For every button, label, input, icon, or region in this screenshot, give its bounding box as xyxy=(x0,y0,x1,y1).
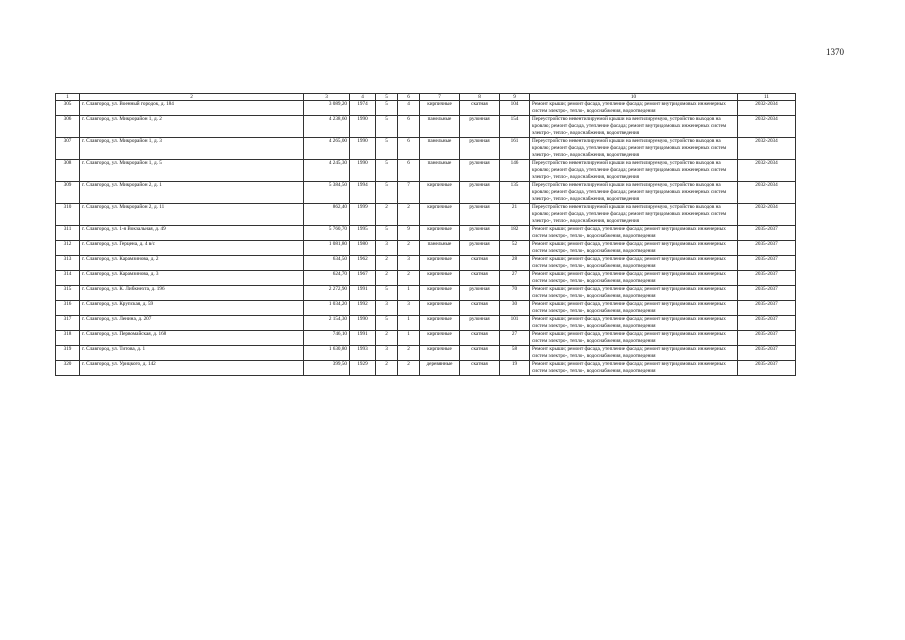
wall-material-cell: кирпичные xyxy=(420,286,460,301)
page-number: 1370 xyxy=(826,47,844,57)
entrances-cell: 3 xyxy=(398,301,420,316)
entrances-cell: 6 xyxy=(398,160,420,182)
table-row xyxy=(56,182,796,204)
period-cell: 2035-2037 xyxy=(738,346,796,361)
column-number-header-cell: 7 xyxy=(420,94,460,101)
column-number-header-cell: 10 xyxy=(530,94,738,101)
apartments-cell: 27 xyxy=(500,331,530,346)
area-cell: 1 630,80 xyxy=(304,346,350,361)
floors-cell: 2 xyxy=(376,331,398,346)
wall-material-cell: кирпичные xyxy=(420,271,460,286)
works-cell: Ремонт крыши; ремонт фасада, утепление фасада; ремонт внутридомовых инженерных систем электро-, тепло-, водоснабжения, водоотведения xyxy=(530,256,738,271)
row-number-cell: 317 xyxy=(56,316,80,331)
wall-material-cell: кирпичные xyxy=(420,346,460,361)
year-cell: 1962 xyxy=(350,256,376,271)
year-cell: 1990 xyxy=(350,316,376,331)
roof-type-cell: рулонная xyxy=(460,226,500,241)
table-row xyxy=(56,361,796,376)
floors-cell: 5 xyxy=(376,226,398,241)
roof-type-cell: скатная xyxy=(460,256,500,271)
roof-type-cell: рулонная xyxy=(460,182,500,204)
floors-cell: 5 xyxy=(376,160,398,182)
apartments-cell: 21 xyxy=(500,204,530,226)
roof-type-cell: скатная xyxy=(460,301,500,316)
works-cell: Ремонт крыши; ремонт фасада, утепление фасада; ремонт внутридомовых инженерных систем электро-, тепло-, водоснабжения, водоотведения xyxy=(530,316,738,331)
year-cell: 1994 xyxy=(350,182,376,204)
roof-type-cell: скатная xyxy=(460,101,500,116)
entrances-cell: 2 xyxy=(398,241,420,256)
entrances-cell: 2 xyxy=(398,346,420,361)
table-row xyxy=(56,256,796,271)
column-number-header-cell: 3 xyxy=(304,94,350,101)
period-cell: 2035-2037 xyxy=(738,286,796,301)
row-number-cell: 313 xyxy=(56,256,80,271)
floors-cell: 3 xyxy=(376,241,398,256)
area-cell: 862,40 xyxy=(304,204,350,226)
address-cell: г. Славгород, ул. Урицкого, д. 142 xyxy=(80,361,304,376)
apartments-cell: 19 xyxy=(500,361,530,376)
column-number-header-cell: 5 xyxy=(376,94,398,101)
period-cell: 2035-2037 xyxy=(738,226,796,241)
apartments-cell: 182 xyxy=(500,226,530,241)
row-number-cell: 318 xyxy=(56,331,80,346)
year-cell: 1929 xyxy=(350,361,376,376)
works-cell: Переустройство невентилируемой крыши на вентилируемую, устройство выходов на кровлю; ремонт фасада, утепление фасада; ремонт внутридомовых инженерных систем электро-, тепло-, водоснабжения, водоотведения xyxy=(530,138,738,160)
works-cell: Переустройство невентилируемой крыши на вентилируемую, устройство выходов на кровлю; ремонт фасада, утепление фасада; ремонт внутридомовых инженерных систем электро-, тепло-, водоснабжения, водоотведения xyxy=(530,116,738,138)
apartments-cell: 101 xyxy=(500,316,530,331)
table-row xyxy=(56,316,796,331)
year-cell: 1995 xyxy=(350,226,376,241)
wall-material-cell: кирпичные xyxy=(420,331,460,346)
column-number-header-cell: 9 xyxy=(500,94,530,101)
year-cell: 1990 xyxy=(350,160,376,182)
floors-cell: 5 xyxy=(376,101,398,116)
apartments-cell: 70 xyxy=(500,286,530,301)
column-number-header-cell: 1 xyxy=(56,94,80,101)
works-cell: Ремонт крыши; ремонт фасада, утепление фасада; ремонт внутридомовых инженерных систем электро-, тепло-, водоснабжения, водоотведения xyxy=(530,301,738,316)
floors-cell: 5 xyxy=(376,182,398,204)
floors-cell: 5 xyxy=(376,286,398,301)
period-cell: 2035-2037 xyxy=(738,316,796,331)
works-cell: Ремонт крыши; ремонт фасада, утепление фасада; ремонт внутридомовых инженерных систем электро-, тепло-, водоснабжения, водоотведения xyxy=(530,361,738,376)
period-cell: 2035-2037 xyxy=(738,361,796,376)
table-row xyxy=(56,301,796,316)
wall-material-cell: деревянные xyxy=(420,361,460,376)
row-number-cell: 305 xyxy=(56,101,80,116)
roof-type-cell: рулонная xyxy=(460,316,500,331)
year-cell: 1991 xyxy=(350,286,376,301)
row-number-cell: 319 xyxy=(56,346,80,361)
address-cell: г. Славгород, ул. Микрорайон 2, д. 1 xyxy=(80,182,304,204)
area-cell: 2 272,90 xyxy=(304,286,350,301)
row-number-cell: 309 xyxy=(56,182,80,204)
floors-cell: 3 xyxy=(376,346,398,361)
wall-material-cell: кирпичные xyxy=(420,182,460,204)
table-row xyxy=(56,286,796,301)
entrances-cell: 2 xyxy=(398,271,420,286)
period-cell: 2035-2037 xyxy=(738,241,796,256)
address-cell: г. Славгород, ул. Микрорайон 2, д. 11 xyxy=(80,204,304,226)
year-cell: 1992 xyxy=(350,301,376,316)
period-cell: 2032-2034 xyxy=(738,116,796,138)
area-cell: 5 760,70 xyxy=(304,226,350,241)
apartments-cell: 161 xyxy=(500,138,530,160)
floors-cell: 2 xyxy=(376,256,398,271)
entrances-cell: 4 xyxy=(398,101,420,116)
period-cell: 2032-2034 xyxy=(738,182,796,204)
column-number-header-cell: 11 xyxy=(738,94,796,101)
roof-type-cell: рулонная xyxy=(460,160,500,182)
area-cell: 634,50 xyxy=(304,256,350,271)
wall-material-cell: панельные xyxy=(420,116,460,138)
period-cell: 2035-2037 xyxy=(738,271,796,286)
apartments-cell: 27 xyxy=(500,271,530,286)
wall-material-cell: кирпичные xyxy=(420,204,460,226)
entrances-cell: 9 xyxy=(398,226,420,241)
address-cell: г. Славгород, ул. Карамзинова, д. 3 xyxy=(80,271,304,286)
wall-material-cell: панельные xyxy=(420,241,460,256)
period-cell: 2032-2034 xyxy=(738,138,796,160)
apartments-cell: 28 xyxy=(500,256,530,271)
works-cell: Переустройство невентилируемой крыши на вентилируемую, устройство выходов на кровлю; ремонт фасада, утепление фасада; ремонт внутридомовых инженерных систем электро-, тепло-, водоснабжения, водоотведения xyxy=(530,182,738,204)
address-cell: г. Славгород, ул. К. Либкнехта, д. 196 xyxy=(80,286,304,301)
apartments-cell: 146 xyxy=(500,160,530,182)
year-cell: 1974 xyxy=(350,101,376,116)
column-number-header-cell: 8 xyxy=(460,94,500,101)
table-row xyxy=(56,226,796,241)
area-cell: 4 238,60 xyxy=(304,116,350,138)
row-number-cell: 310 xyxy=(56,204,80,226)
works-cell: Ремонт крыши; ремонт фасада, утепление фасада; ремонт внутридомовых инженерных систем электро-, тепло-, водоснабжения, водоотведения xyxy=(530,101,738,116)
address-cell: г. Славгород, ул. Ленина, д. 207 xyxy=(80,316,304,331)
address-cell: г. Славгород, ул. Микрорайон 1, д. 2 xyxy=(80,116,304,138)
floors-cell: 3 xyxy=(376,301,398,316)
entrances-cell: 1 xyxy=(398,331,420,346)
wall-material-cell: кирпичные xyxy=(420,301,460,316)
address-cell: г. Славгород, ул. Первомайская, д. 168 xyxy=(80,331,304,346)
entrances-cell: 1 xyxy=(398,286,420,301)
wall-material-cell: панельные xyxy=(420,138,460,160)
row-number-cell: 314 xyxy=(56,271,80,286)
entrances-cell: 2 xyxy=(398,204,420,226)
apartments-cell: 104 xyxy=(500,101,530,116)
entrances-cell: 6 xyxy=(398,116,420,138)
works-cell: Переустройство невентилируемой крыши на вентилируемую, устройство выходов на кровлю; ремонт фасада, утепление фасада; ремонт внутридомовых инженерных систем электро-, тепло-, водоснабжения, водоотведения xyxy=(530,204,738,226)
year-cell: 1991 xyxy=(350,331,376,346)
wall-material-cell: панельные xyxy=(420,160,460,182)
wall-material-cell: кирпичные xyxy=(420,256,460,271)
row-number-cell: 307 xyxy=(56,138,80,160)
year-cell: 1990 xyxy=(350,138,376,160)
area-cell: 4 245,30 xyxy=(304,160,350,182)
table-row xyxy=(56,271,796,286)
row-number-cell: 320 xyxy=(56,361,80,376)
year-cell: 1999 xyxy=(350,204,376,226)
table-row xyxy=(56,160,796,182)
address-cell: г. Славгород, ул. Титова, д. 1 xyxy=(80,346,304,361)
works-cell: Ремонт крыши; ремонт фасада, утепление фасада; ремонт внутридомовых инженерных систем электро-, тепло-, водоснабжения, водоотведения xyxy=(530,286,738,301)
area-cell: 399,50 xyxy=(304,361,350,376)
floors-cell: 2 xyxy=(376,204,398,226)
table-row xyxy=(56,204,796,226)
address-cell: г. Славгород, ул. Крупская, д. 59 xyxy=(80,301,304,316)
address-cell: г. Славгород, ул. Микрорайон 1, д. 5 xyxy=(80,160,304,182)
period-cell: 2035-2037 xyxy=(738,331,796,346)
period-cell: 2035-2037 xyxy=(738,256,796,271)
wall-material-cell: кирпичные xyxy=(420,316,460,331)
header-row xyxy=(56,94,796,101)
roof-type-cell: скатная xyxy=(460,331,500,346)
row-number-cell: 311 xyxy=(56,226,80,241)
apartments-cell: 135 xyxy=(500,182,530,204)
column-number-header-cell: 2 xyxy=(80,94,304,101)
table-body xyxy=(56,101,796,376)
area-cell: 2 154,30 xyxy=(304,316,350,331)
area-cell: 3 089,20 xyxy=(304,101,350,116)
wall-material-cell: кирпичные xyxy=(420,101,460,116)
floors-cell: 5 xyxy=(376,316,398,331)
area-cell: 4 265,00 xyxy=(304,138,350,160)
entrances-cell: 3 xyxy=(398,256,420,271)
year-cell: 1990 xyxy=(350,116,376,138)
year-cell: 1993 xyxy=(350,346,376,361)
area-cell: 746,10 xyxy=(304,331,350,346)
table-row xyxy=(56,331,796,346)
works-cell: Ремонт крыши; ремонт фасада, утепление фасада; ремонт внутридомовых инженерных систем электро-, тепло-, водоснабжения, водоотведения xyxy=(530,241,738,256)
roof-type-cell: рулонная xyxy=(460,138,500,160)
roof-type-cell: рулонная xyxy=(460,204,500,226)
table-row xyxy=(56,346,796,361)
floors-cell: 2 xyxy=(376,271,398,286)
roof-type-cell: скатная xyxy=(460,346,500,361)
address-cell: г. Славгород, ул. Микрорайон 1, д. 3 xyxy=(80,138,304,160)
entrances-cell: 6 xyxy=(398,138,420,160)
entrances-cell: 7 xyxy=(398,182,420,204)
address-cell: г. Славгород, ул. Военный городок, д. 184 xyxy=(80,101,304,116)
table-row xyxy=(56,241,796,256)
area-cell: 5 384,50 xyxy=(304,182,350,204)
floors-cell: 2 xyxy=(376,361,398,376)
address-cell: г. Славгород, ул. Герцена, д. 4 в/с xyxy=(80,241,304,256)
table-row xyxy=(56,138,796,160)
year-cell: 1980 xyxy=(350,241,376,256)
entrances-cell: 1 xyxy=(398,316,420,331)
period-cell: 2035-2037 xyxy=(738,301,796,316)
table-row xyxy=(56,101,796,116)
works-cell: Ремонт крыши; ремонт фасада, утепление фасада; ремонт внутридомовых инженерных систем электро-, тепло-, водоснабжения, водоотведения xyxy=(530,346,738,361)
housing-register-table xyxy=(55,93,796,376)
entrances-cell: 2 xyxy=(398,361,420,376)
works-cell: Ремонт крыши; ремонт фасада, утепление фасада; ремонт внутридомовых инженерных систем электро-, тепло-, водоснабжения, водоотведения xyxy=(530,226,738,241)
column-number-header-cell: 6 xyxy=(398,94,420,101)
area-cell: 1 034,20 xyxy=(304,301,350,316)
period-cell: 2032-2034 xyxy=(738,101,796,116)
area-cell: 1 081,80 xyxy=(304,241,350,256)
row-number-cell: 308 xyxy=(56,160,80,182)
apartments-cell: 52 xyxy=(500,241,530,256)
floors-cell: 5 xyxy=(376,138,398,160)
works-cell: Ремонт крыши; ремонт фасада, утепление фасада; ремонт внутридомовых инженерных систем электро-, тепло-, водоснабжения, водоотведения xyxy=(530,331,738,346)
roof-type-cell: скатная xyxy=(460,361,500,376)
period-cell: 2032-2034 xyxy=(738,160,796,182)
row-number-cell: 316 xyxy=(56,301,80,316)
row-number-cell: 306 xyxy=(56,116,80,138)
period-cell: 2032-2034 xyxy=(738,204,796,226)
column-number-header-cell: 4 xyxy=(350,94,376,101)
roof-type-cell: рулонная xyxy=(460,116,500,138)
works-cell: Ремонт крыши; ремонт фасада, утепление фасада; ремонт внутридомовых инженерных систем электро-, тепло-, водоснабжения, водоотведения xyxy=(530,271,738,286)
row-number-cell: 312 xyxy=(56,241,80,256)
year-cell: 1967 xyxy=(350,271,376,286)
area-cell: 624,70 xyxy=(304,271,350,286)
apartments-cell: 58 xyxy=(500,346,530,361)
column-number-header xyxy=(56,94,796,101)
roof-type-cell: скатная xyxy=(460,271,500,286)
table-row xyxy=(56,116,796,138)
apartments-cell: 30 xyxy=(500,301,530,316)
floors-cell: 5 xyxy=(376,116,398,138)
roof-type-cell: рулонная xyxy=(460,241,500,256)
wall-material-cell: кирпичные xyxy=(420,226,460,241)
address-cell: г. Славгород, ул. 1-я Вокзальная, д. 49 xyxy=(80,226,304,241)
works-cell: Переустройство невентилируемой крыши на вентилируемую, устройство выходов на кровлю; ремонт фасада, утепление фасада; ремонт внутридомовых инженерных систем электро-, тепло-, водоснабжения, водоотведения xyxy=(530,160,738,182)
row-number-cell: 315 xyxy=(56,286,80,301)
roof-type-cell: рулонная xyxy=(460,286,500,301)
address-cell: г. Славгород, ул. Карамзинова, д. 2 xyxy=(80,256,304,271)
apartments-cell: 154 xyxy=(500,116,530,138)
